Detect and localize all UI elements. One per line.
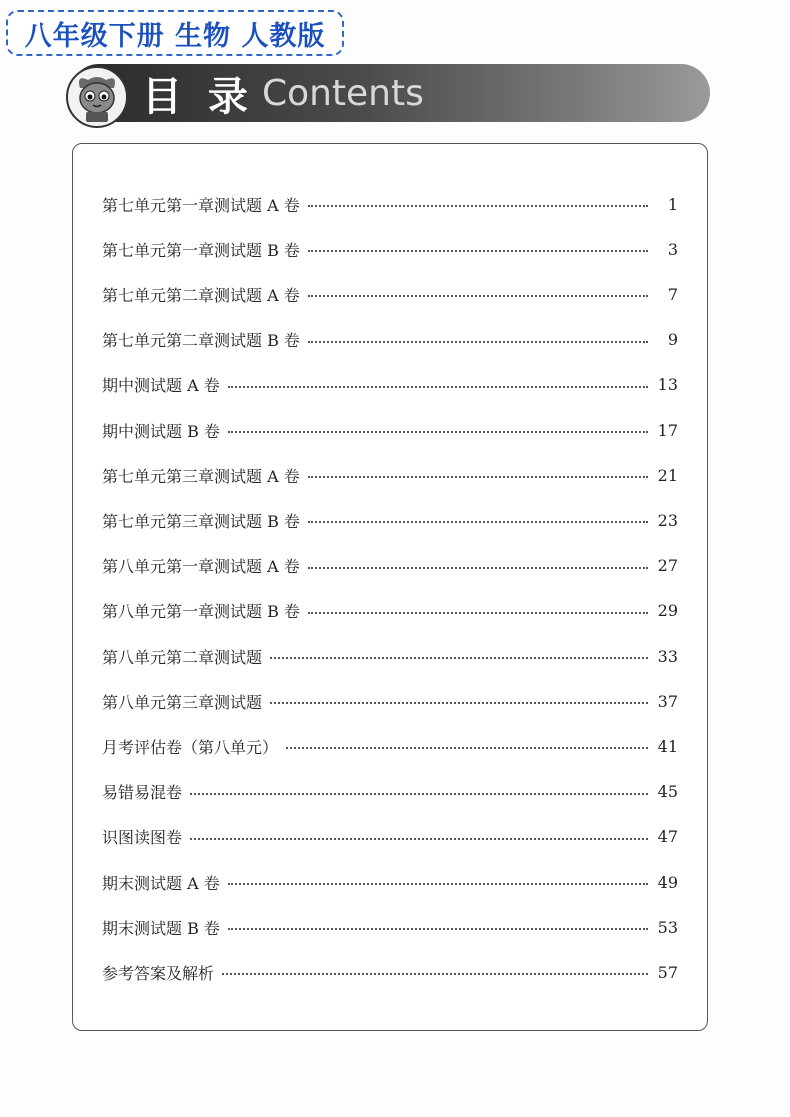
toc-entry-page: 21 bbox=[657, 465, 678, 485]
toc-entry-title: 第七单元第三章测试题 B 卷 bbox=[102, 511, 300, 531]
toc-entry[interactable] bbox=[102, 372, 678, 398]
toc-leader-dots bbox=[308, 250, 648, 252]
toc-entry[interactable] bbox=[102, 643, 678, 669]
toc-leader-dots bbox=[308, 205, 648, 207]
toc-entry-title: 易错易混卷 bbox=[102, 783, 183, 803]
toc-entry-page: 3 bbox=[667, 239, 678, 259]
toc-entry-page: 45 bbox=[657, 782, 678, 802]
toc-entry[interactable] bbox=[102, 733, 678, 759]
page-title bbox=[142, 64, 424, 122]
toc-entry[interactable] bbox=[102, 914, 678, 940]
toc-entry[interactable] bbox=[102, 553, 678, 579]
toc-leader-dots bbox=[270, 657, 648, 659]
toc-entry-page: 7 bbox=[667, 284, 678, 304]
toc-entry[interactable] bbox=[102, 327, 678, 353]
toc-leader-dots bbox=[308, 295, 648, 297]
toc-entry-page: 13 bbox=[657, 375, 678, 395]
toc-entry-page: 9 bbox=[667, 330, 678, 350]
toc-entry-page: 17 bbox=[657, 420, 678, 440]
toc-entry-title: 期中测试题 B 卷 bbox=[102, 421, 220, 441]
toc-entry-page: 37 bbox=[657, 691, 678, 711]
toc-entry-title: 第八单元第三章测试题 bbox=[102, 692, 263, 712]
toc-leader-dots bbox=[228, 386, 648, 388]
toc-leader-dots bbox=[228, 431, 648, 433]
toc-leader-dots bbox=[270, 702, 648, 704]
page-title-cn: 目 录 bbox=[142, 73, 254, 120]
toc-entry[interactable] bbox=[102, 824, 678, 850]
toc-leader-dots bbox=[308, 521, 648, 523]
toc-leader-dots bbox=[308, 476, 648, 478]
toc-entry-title: 期末测试题 B 卷 bbox=[102, 918, 220, 938]
toc-leader-dots bbox=[228, 928, 648, 930]
toc-entry-page: 53 bbox=[657, 917, 678, 937]
mascot-icon bbox=[66, 66, 128, 128]
toc-entry-title: 第七单元第二章测试题 B 卷 bbox=[102, 331, 300, 351]
toc-entry[interactable] bbox=[102, 281, 678, 307]
toc-entry[interactable] bbox=[102, 191, 678, 217]
toc-entry-page: 49 bbox=[657, 872, 678, 892]
toc-entry-title: 期中测试题 A 卷 bbox=[102, 376, 220, 396]
toc-entry[interactable] bbox=[102, 959, 678, 985]
toc-entry[interactable] bbox=[102, 598, 678, 624]
toc-entry-page: 23 bbox=[657, 510, 678, 530]
toc-entry-page: 57 bbox=[657, 962, 678, 982]
toc-leader-dots bbox=[286, 747, 648, 749]
toc-entry[interactable] bbox=[102, 688, 678, 714]
toc-leader-dots bbox=[222, 973, 648, 975]
toc-entry-title: 第七单元第一章测试题 B 卷 bbox=[102, 240, 300, 260]
toc-entry-title: 月考评估卷（第八单元） bbox=[102, 737, 279, 757]
toc-entry[interactable] bbox=[102, 779, 678, 805]
toc-entry-title: 参考答案及解析 bbox=[102, 963, 215, 983]
toc-leader-dots bbox=[228, 883, 648, 885]
toc-entry-title: 第八单元第一章测试题 A 卷 bbox=[102, 557, 300, 577]
toc-entry-page: 33 bbox=[657, 646, 678, 666]
toc-leader-dots bbox=[190, 838, 648, 840]
toc-entry[interactable] bbox=[102, 869, 678, 895]
toc-entry-title: 第七单元第一章测试题 A 卷 bbox=[102, 195, 300, 215]
page-title-en: Contents bbox=[261, 72, 424, 114]
toc-entry-page: 29 bbox=[657, 601, 678, 621]
toc-entry-page: 41 bbox=[657, 736, 678, 756]
toc-leader-dots bbox=[190, 793, 648, 795]
toc-entry-title: 第八单元第二章测试题 bbox=[102, 647, 263, 667]
toc-entry-page: 47 bbox=[657, 827, 678, 847]
toc-leader-dots bbox=[308, 567, 648, 569]
toc-entry[interactable] bbox=[102, 236, 678, 262]
toc-frame bbox=[72, 143, 708, 1031]
toc-entry-page: 27 bbox=[657, 556, 678, 576]
toc-entry[interactable] bbox=[102, 417, 678, 443]
toc-entry-title: 第八单元第一章测试题 B 卷 bbox=[102, 602, 300, 622]
toc-entry-title: 识图读图卷 bbox=[102, 828, 183, 848]
toc-leader-dots bbox=[308, 612, 648, 614]
toc-leader-dots bbox=[308, 341, 648, 343]
toc-entry-title: 第七单元第二章测试题 A 卷 bbox=[102, 285, 300, 305]
toc-entry-title: 期末测试题 A 卷 bbox=[102, 873, 220, 893]
toc-entry-title: 第七单元第三章测试题 A 卷 bbox=[102, 466, 300, 486]
grade-subject-tag: 八年级下册 生物 人教版 bbox=[6, 10, 344, 56]
toc-entry[interactable] bbox=[102, 462, 678, 488]
toc-entry[interactable] bbox=[102, 507, 678, 533]
toc-entry-page: 1 bbox=[667, 194, 678, 214]
